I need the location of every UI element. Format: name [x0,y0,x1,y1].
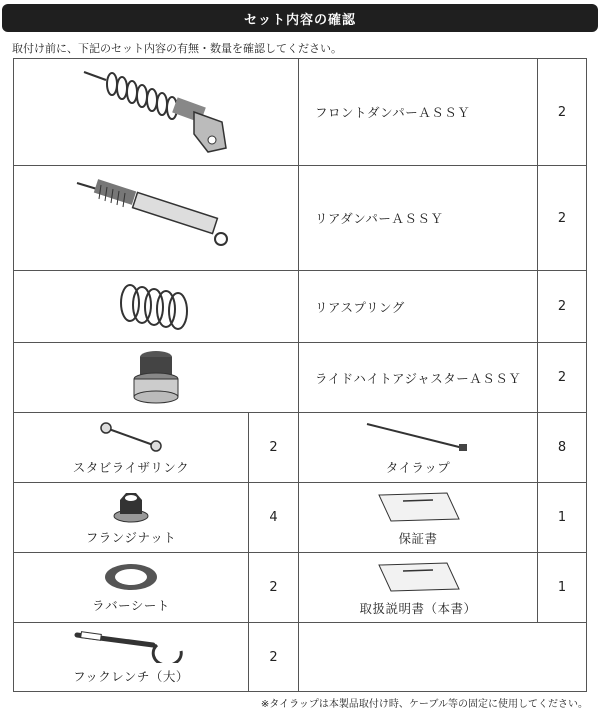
hook-wrench-icon [71,629,191,663]
item-qty-warranty-card: 1 [537,482,587,553]
item-qty-rear-spring: 2 [537,270,587,343]
ride-height-adjuster-icon [121,347,191,409]
item-qty-tie-wrap: 8 [537,412,587,483]
item-qty-ride-height-adjuster: 2 [537,342,587,413]
manual-icon [373,559,463,595]
ride-height-adjuster-image-cell [13,342,299,413]
item-name-flange-nut: フランジナット [85,529,177,545]
rubber-seat-icon [103,562,159,592]
item-name-stabilizer-link: スタビライザリンク [72,459,190,475]
item-name-manual: 取扱説明書（本書） [359,600,477,616]
rear-spring-icon [116,279,196,335]
item-name-front-damper: フロントダンパーＡＳＳＹ [298,58,538,166]
rubber-seat-image-cell [13,552,249,623]
item-name-tie-wrap: タイラップ [385,459,451,475]
item-qty-rear-damper: 2 [537,165,587,271]
item-qty-manual: 1 [537,552,587,623]
item-name-warranty-card: 保証書 [398,530,438,546]
front-damper-image-cell [13,58,299,166]
item-qty-stabilizer-link: 2 [248,412,299,483]
warranty-card-image-cell [298,482,538,553]
flange-nut-icon [112,490,150,524]
flange-nut-image-cell [13,482,249,553]
item-name-rear-spring: リアスプリング [298,270,538,343]
item-qty-front-damper: 2 [537,58,587,166]
item-name-ride-height-adjuster: ライドハイトアジャスターＡＳＳＹ [298,342,538,413]
item-qty-rubber-seat: 2 [248,552,299,623]
rear-spring-image-cell [13,270,299,343]
empty-cell [298,622,587,692]
item-name-rubber-seat: ラバーシート [92,597,170,613]
tie-wrap-image-cell [298,412,538,483]
tie-wrap-icon [363,420,473,454]
manual-image-cell [298,552,538,623]
rear-damper-icon [71,173,241,263]
item-name-rear-damper: リアダンパーＡＳＳＹ [298,165,538,271]
hook-wrench-image-cell [13,622,249,692]
contents-table [13,58,587,692]
item-qty-flange-nut: 4 [248,482,299,553]
footnote: ※タイラップは本製品取付け時、ケーブル等の固定に使用してください。 [260,699,588,710]
stabilizer-link-image-cell [13,412,249,483]
item-name-hook-wrench: フックレンチ（大） [73,669,189,684]
warranty-card-icon [373,489,463,525]
page-header [2,4,598,32]
stabilizer-link-icon [96,420,166,454]
page-title: セット内容の確認 [243,12,356,28]
intro-text: 取付け前に、下記のセット内容の有無・数量を確認してください。 [12,42,342,55]
front-damper-icon [76,64,236,160]
rear-damper-image-cell [13,165,299,271]
item-qty-hook-wrench: 2 [248,622,299,692]
